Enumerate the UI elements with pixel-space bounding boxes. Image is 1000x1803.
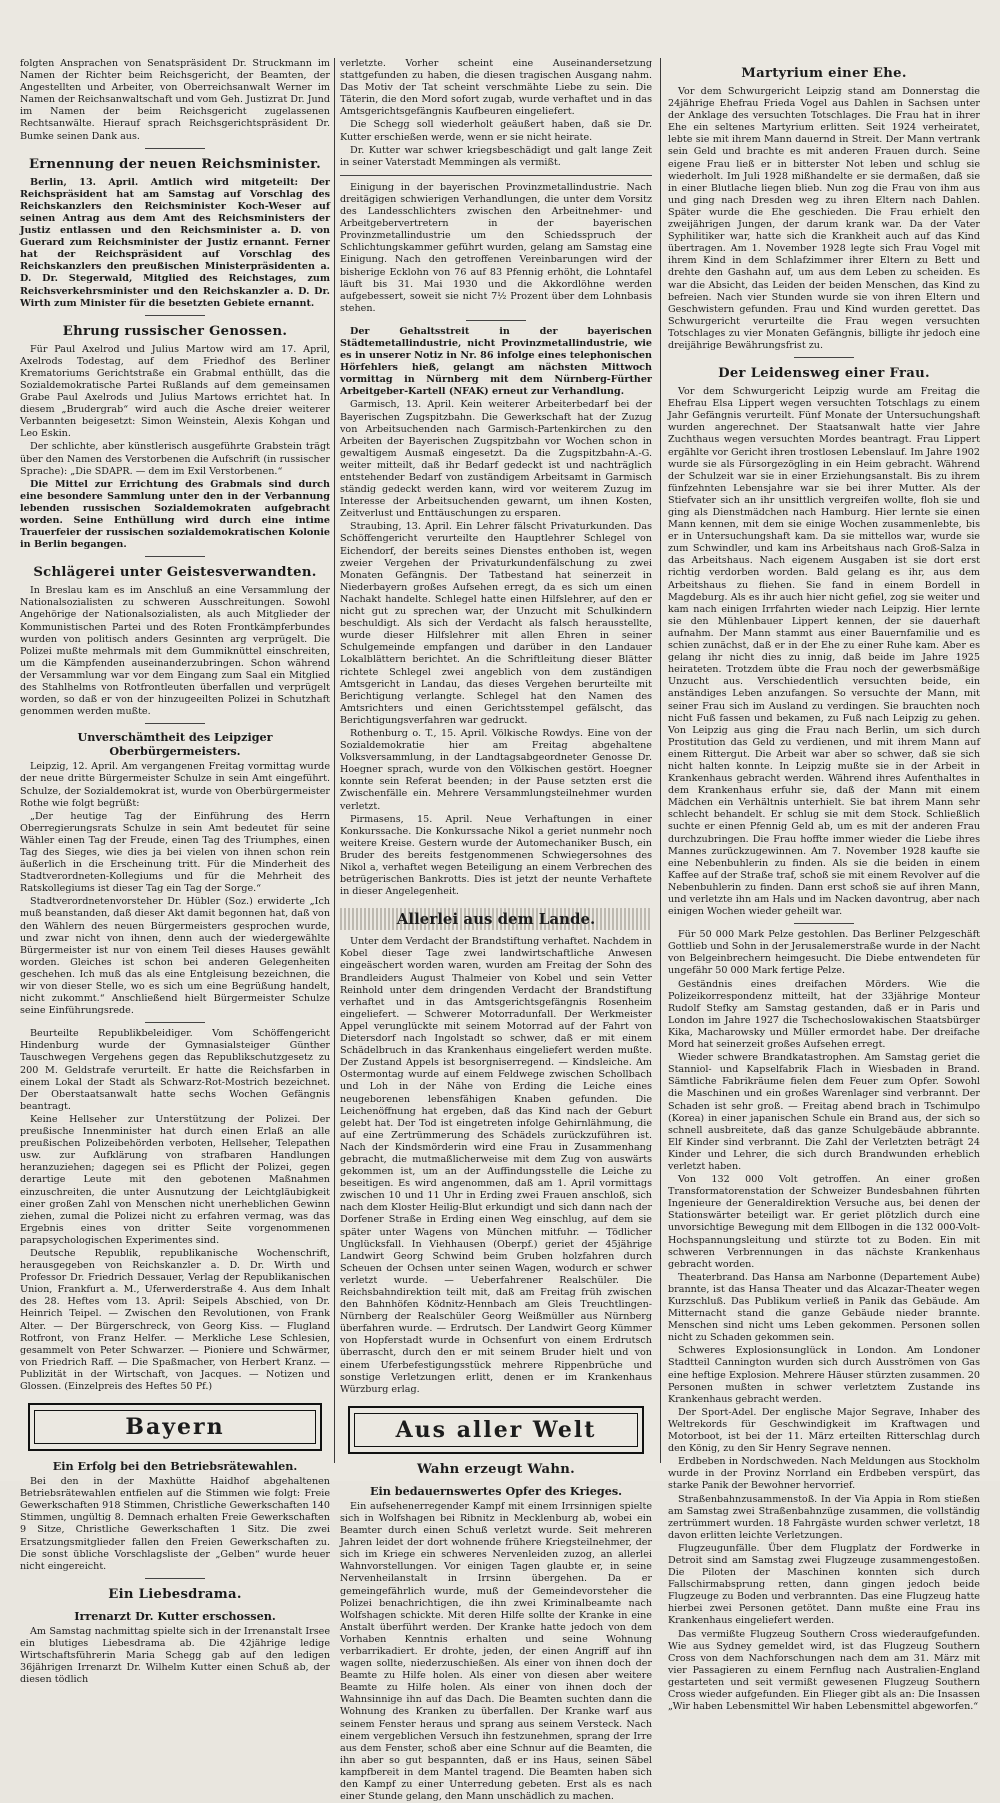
column-rule: [334, 58, 335, 1463]
news-item: Geständnis eines dreifachen Mörders. Wie die Polizeikorrespondenz mitteilt, hat der 33jährige Monteur Rudolf Stefky am Samstag gestanden, daß er in Paris und London im Jahre 1927 die Tschechoslowakischen Staatsbürger Kika, Macharowsky und Müller ermordet habe. Der dreifache Mord hat seinerzeit großes Aufsehen erregt.: [668, 978, 980, 1051]
headline: Ehrung russischer Genossen.: [62, 323, 288, 339]
article-fragment: verletzte. Vorher scheint eine Auseinandersetzung stattgefunden zu haben, die diesen tragischen Ausgang nahm. Das Motiv der Tat scheint verschmähte Liebe zu sein. Die Täterin, die den Mord sofort zugab, wurde verhaftet und in das Amtsgerichtsgefängnis Kaufbeuren eingeliefert.: [340, 58, 652, 118]
article-body: Stadtverordnetenvorsteher Dr. Hübler (Soz.) erwiderte „Ich muß beanstanden, daß dieser Akt damit begonnen hat, daß von den Wählern des neuen Bürgermeisters gesprochen wurde, und zwar nicht von ihnen, denn auch der wiedergewählte Bürgermeister ist nur von einem Teil dieses Hauses gewählt worden. Gleiches ist schon bei anderen Gelegenheiten geschehen. Ich muß das als eine Entgleisung bezeichnen, die wir von dieser Stelle, wo es sich um eine Begrüßung handelt, nicht zukommt.“ Anschließend hielt Bürgermeister Schulze seine Einführungsrede.: [20, 896, 330, 1017]
article-body: Bei den in der Maxhütte Haidhof abgehaltenen Betriebsrätewahlen entfielen auf die Stimmen wie folgt: Freie Gewerkschaften 918 Stimmen, Christliche Gewerkschaften 140 Stimmen, ungültig 8. Demnach erhalten Freie Gewerkschaften 9 Sitze, Christliche Gewerkschaften 1 Sitz. Die zwei Ersatzungsmitglieder fallen den Freien Gewerkschaften zu. Die sonst übliche Vorschlagsliste der „Gelben“ wurde heuer nicht eingereicht.: [20, 1476, 330, 1572]
news-item: Von 132 000 Volt getroffen. An einer großen Transformatorenstation der Schweizer Bundesbahnen führten Ingenieure der Generaldirektion Versuche aus, bei denen der Stationswärter beteiligt war. Er geriet plötzlich durch eine unvorsichtige Bewegung mit dem Ellbogen in die 132 000-Volt-Hochspannungsleitung und stürzte tot zu Boden. Ein mit schweren Verbrennungen in das nächste Krankenhaus gebracht worden.: [668, 1174, 980, 1270]
news-item: Der Sport-Adel. Der englische Major Segrave, Inhaber des Weltrekords für Geschwindigkeit im Kraftwagen und Motorboot, ist bei der 11. März erteilten Ritterschlag durch den König, zu den Sir Henry Segrave nennen.: [668, 1406, 980, 1455]
article-body: Keine Hellseher zur Unterstützung der Polizei. Der preußische Innenminister hat durch einen Erlaß an alle preußischen Polizeibehörden verboten, Hellseher, Telepathen usw. zur Aufklärung von strafbaren Handlungen heranzuziehen; dagegen sei es Pflicht der Polizei, gegen derartige Leute mit den gebotenen Maßnahmen einzuschreiten, die unter Ausnutzung der Leichtgläubigkeit einer großen Zahl von Menschen nicht unerheblichen Gewinn ziehen, zumal die Polizei nicht zu erfahren vermag, was das Ergebnis eines von dritter Seite vorgenommenen parapsychologischen Experimentes sind.: [20, 1113, 330, 1246]
news-item: Garmisch, 13. April. Kein weiterer Arbeiterbedarf bei der Bayerischen Zugspitzbahn. Die Gewerkschaft hat der Zuzug von Arbeitsuchenden nach Garmisch-Partenkirchen zu den Arbeiten der Bayerischen Zugspitzbahn vor Wochen schon in gewaltigem Ausmaß eingesetzt. Da die Zugspitzbahn-A.-G. weiter mitteilt, daß ihr Bedarf gedeckt ist und nachträglich entstehender Bedarf von zuständigem Arbeitsamt in Garmisch ständig gedeckt werden kann, wird vor weiterem Zuzug im Interesse der Arbeitsuchenden gewarnt, um ihnen Kosten, Zeitverlust und Enttäuschungen zu ersparen.: [340, 399, 652, 520]
news-item: Straßenbahnzusammenstoß. In der Via Appia in Rom stießen am Samstag zwei Straßenbahnzüge zusammen, die vollständig zertrümmert wurden. 18 Fahrgäste wurden schwer verletzt, 18 davon erlitten leichte Verletzungen.: [668, 1493, 980, 1541]
news-item: Der Gehaltsstreit in der bayerischen Städtemetallindustrie, nicht Provinzmetallindustrie, wie es in unserer Notiz in Nr. 86 infolge eines telephonischen Hörfehlers hieß, gelangt am nächsten Mittwoch vormittag in Nürnberg mit dem Nürnberg-Fürther Arbeitgeber-Kartell (NFAK) erneut zur Verhandlung.: [340, 325, 652, 398]
section-header-label: Bayern: [34, 1410, 316, 1444]
separator: [145, 315, 205, 316]
section-header-aus-aller-welt: [348, 1406, 644, 1454]
news-item: Einigung in der bayerischen Provinzmetallindustrie. Nach dreitägigen schwierigen Verhandlungen, die unter dem Vorsitz des Landesschlichters zwischen den Arbeitnehmer- und Arbeitgebervertretern in der bayerischen Provinzmetallindustrie um den Schiedsspruch der Schlichtungskammer geführt wurden, gelang am Samstag eine Einigung. Nach den getroffenen Vereinbarungen wird der bisherige Ecklohn von 76 auf 83 Pfennig erhöht, die Lohntafel läuft bis 31. Mai 1930 und die Akkordlöhne werden aufgebessert, soweit sie nicht 7½ Prozent über dem Lohnbasis stehen.: [340, 181, 652, 314]
section-header-label: Aus aller Welt: [354, 1413, 638, 1447]
headline: Der Leidensweg einer Frau.: [718, 366, 930, 382]
news-item: Schweres Explosionsunglück in London. Am Londoner Stadtteil Cannington wurden sich durch Ausströmen von Gas eine heftige Explosion. Mehrere Häuser stürzten zusammen. 20 Personen mußten in schwer verletztem Zustande ins Krankenhaus gebracht werden.: [668, 1345, 980, 1405]
article-body: Ein aufsehenerregender Kampf mit einem Irrsinnigen spielte sich in Wolfshagen bei Ribnitz in Mecklenburg ab, wobei ein Beamter durch einen Schuß verletzt wurde. Seit mehreren Jahren leidet der dort wohnende frühere Kriegsteilnehmer, der sich im Kriege ein schweres Nervenleiden zuzog, an allerlei Wahnvorstellungen. Vor einigen Tagen glaubte er, in seine Nervenheilanstalt in Irrsinn übergehen. Da er gemeingefährlich wurde, muß der Gemeindevorsteher die Polizei benachrichtigen, die ihn zwei Kriminalbeamte nach Wolfshagen schickte. Mit deren Hilfe sollte der Kranke in eine Anstalt überführt werden. Der Kranke hatte jedoch von dem Vorhaben Kenntnis erhalten und seine Wohnung verbarrikadiert. Er drohte, jeden, der einen Angriff auf ihn wagen sollte, niederzuschießen. Als einer von ihnen doch der Beamte zu Hilfe holen. Als einer von diesen aber weitere Beamte zu Hilfe holen. Als einer von ihnen doch der Wahnsinnige ihn auf das Dach. Die Beamten suchten dann die Wohnung des Kranken zu überfallen. Der Kranke warf aus seinem Fenster heraus und sprang aus seinem Versteck. Nach einem vergeblichen Versuch ihn festzunehmen, sprang der Irre aus dem Fenster, schoß aber eine Schnur auf die Beamten, die ihn aber so gut bespannten, daß er ins Haus, seinen Säbel kampfbereit in dem Mantel tragend. Die Beamten haben sich den Kampf zu einer Unterredung gebeten. Erst als es nach einer Stunde gelang, den Mann unschädlich zu machen.: [340, 1500, 652, 1803]
article-body: Für Paul Axelrod und Julius Martow wird am 17. April, Axelrods Todestag, auf dem Friedhof des Berliner Krematoriums Gerichtstraße ein Grabmal enthüllt, das die Sozialdemokratische Partei Rußlands auf dem gemeinsamen Grabe Paul Axelrods und Julius Martows errichtet hat. In diesem „Brudergrab“ wird auch die Asche dreier weiterer Verbannten beigesetzt: Simon Weinstein, Alexis Kohgan und Leo Eskin.: [20, 343, 330, 440]
column-middle: [340, 58, 652, 1803]
article-body: Berlin, 13. April. Amtlich wird mitgeteilt: Der Reichspräsident hat am Samstag auf Vorschlag des Reichskanzlers den Reichsminister Koch-Weser auf seinen Antrag aus dem Amt des Reichsministers der Justiz entlassen und den Reichsminister a. D. von Guerard zum Reichsminister der Justiz ernannt. Ferner hat der Reichspräsident auf Vorschlag des Reichskanzlers den preußischen Ministerpräsidenten a. D. Dr. Stegerwald, Mitglied des Reichstages, zum Reichsverkehrsminister und den Reichskanzler a. D. Dr. Wirth zum Minister für die besetzten Gebiete ernannt.: [20, 176, 330, 309]
news-item: Unter dem Verdacht der Brandstiftung verhaftet. Nachdem in Kobel dieser Tage zwei landwirtschaftliche Anwesen eingeäschert worden waren, wurden am Freitag der Sohn des Brandleiders August Thalmeier von Kobel und sein Vetter Reinhold unter dem dringenden Verdacht der Brandstiftung verhaftet und in das Amtsgerichtsgefängnis Rosenheim eingeliefert. — Schwerer Motorradunfall. Der Werkmeister Appel verunglückte mit seinem Motorrad auf der Fahrt von Dietersdorf nach Ingolstadt so schwer, daß er mit einem Schädelbruch in das Krankenhaus eingeliefert werden mußte. Der Zustand Appels ist besorgniserregend. — Kindsleiche. Am Ostermontag wurde auf einem Feldwege zwischen Schollbach und Loh in der Nähe von Erding die Leiche eines neugeborenen lebensfähigen Knaben gefunden. Die Leichenöffnung hat ergeben, daß das Kind nach der Geburt gelebt hat. Der Tod ist eingetreten infolge Gehirnlähmung, die auf eine Zertrümmerung des Schädels zurückzuführen ist. Nach der Kindsmörderin wird eine Frau in Zusammenhang gebracht, die mutmaßlicherweise mit dem Zug von auswärts gekommen ist, um an der Auffindungsstelle die Leiche zu beseitigen. Es wird angenommen, daß am 1. April vormittags zwischen 10 und 11 Uhr in Erding zwei Frauen anschloß, sich nach dem Kloster Heilig-Blut erkundigt und sich dann nach der Dorfener Straße in Erding einen Weg einschlug, auf dem sie später unter Wagens von München mitfuhr. — Tödlicher Unglücksfall. In Viehhausen (Oberpf.) geriet der 45jährige Landwirt Georg Schwind beim Gruben holzfahren durch Scheuen der Ochsen unter seinen Wagen, wodurch er schwer verletzt wurde. — Ueberfahrener Realschüler. Die Reichsbahndirektion teilt mit, daß am Freitag früh zwischen den Bahnhöfen Ködnitz-Hennbach am Gleis Treuchtlingen-Nürnberg der Realschüler Georg Weißmüller aus Nürnberg überfahren wurde. — Erdrutsch. Der Landwirt Georg Kümmer von Hopferstadt wurde in Ochsenfurt von einem Erdrutsch überrascht, durch den er mit seinem Bruder hielt und von einem Uferbefestigungsstück mehrere Rippenbrüche und sonstige Verletzungen erlitt, denen er im Krankenhaus Würzburg erlag.: [340, 936, 652, 1395]
article-body: Der schlichte, aber künstlerisch ausgeführte Grabstein trägt über den Namen des Verstorbenen die Aufschrift (in russischer Sprache): „Die SDAPR. — dem im Exil Verstorbenen.“: [20, 441, 330, 477]
news-item: Für 50 000 Mark Pelze gestohlen. Das Berliner Pelzgeschäft Gottlieb und Sohn in der Jerusalemerstraße wurde in der Nacht von Belgeinbrechern heimgesucht. Die Diebe entwendeten für ungefähr 50 000 Mark fertige Pelze.: [668, 929, 980, 977]
news-item: Wieder schwere Brandkatastrophen. Am Samstag geriet die Stanniol- und Kapselfabrik Flach in Wiesbaden in Brand. Sämtliche Fabrikräume fielen dem Feuer zum Opfer. Sowohl die Maschinen und ein großes Warenlager sind verbrannt. Der Schaden ist sehr groß. — Freitag abend brach in Tschimulpo (Korea) in einer japanischen Schule ein Brand aus, der sich so schnell ausbreitete, daß das ganze Schulgebäude abbrannte. Elf Kinder sind verbrannt. Die Zahl der Verletzten beträgt 24 Kinder und Lehrer, die sich durch Brandwunden erheblich verletzt haben.: [668, 1052, 980, 1172]
article-body: „Der heutige Tag der Einführung des Herrn Oberregierungsrats Schulze in sein Amt bedeutet für seine Wähler einen Tag der Freude, einen Tag des Triumphes, einen Tag des Sieges, wie dies ja bei vielen von ihnen schon rein äußerlich in die Erscheinung tritt. Für die Minderheit des Stadtverordneten-Kollegiums und für die Mehrheit des Ratskollegiums ist dieser Tag ein Tag der Sorge.“: [20, 810, 330, 895]
column-left: [20, 58, 330, 1686]
section-header-bayern: [28, 1403, 322, 1451]
separator: [145, 1022, 205, 1023]
separator: [145, 556, 205, 557]
news-item: Flugzeugunfälle. Über dem Flugplatz der Fordwerke in Detroit sind am Samstag zwei Flugzeuge zusammengestoßen. Die Piloten der Maschinen konnten sich durch Fallschirmabsprung retten, dann gingen jedoch beide Flugzeuge zu Boden und verbrannten. Das eine Flugzeug hatte hierbei zwei Personen getötet. Dann mußte eine Frau ins Krankenhaus eingeliefert werden.: [668, 1542, 980, 1627]
subheadline: Ein bedauernswertes Opfer des Krieges.: [369, 1483, 623, 1498]
news-item: Pirmasens, 15. April. Neue Verhaftungen in einer Konkurssache. Die Konkurssache Nikol a geriet nunmehr noch weitere Kreise. Gestern wurde der Automechaniker Busch, ein Bruder des bereits festgenommenen Schwiegersohnes des Nikol a, verhaftet wegen Beteiligung an einem Verbrechen des betrügerischen Bankrotts. Dies ist jetzt der neunte Verhaftete in dieser Angelegenheit.: [340, 813, 652, 898]
article-body: Die Schegg soll wiederholt geäußert haben, daß sie Dr. Kutter erschießen werde, wenn er sie nicht heirate.: [340, 119, 652, 143]
separator: [466, 320, 526, 321]
column-rule: [660, 58, 661, 1463]
column-right: [668, 58, 980, 1713]
separator: [794, 357, 854, 358]
separator: [145, 723, 205, 724]
headline: Unverschämtheit des Leipziger Oberbürgermeisters.: [77, 730, 273, 759]
subheadline: Irrenarzt Dr. Kutter erschossen.: [74, 1608, 276, 1623]
article-body: Deutsche Republik, republikanische Wochenschrift, herausgegeben von Reichskanzler a. D. Dr. Wirth und Professor Dr. Friedrich Dessauer, Verlag der Republikanischen Union, Frankfurt a. M., Uferwerderstraße 4. Aus dem Inhalt des 28. Heftes vom 13. April: Seipels Abschied, von Dr. Heinrich Teipel. — Zwischen den Revolutionen, von Frank Alter. — Der Bürgerschreck, von Georg Kiss. — Flugland Rotfront, von Franz Helfer. — Merkliche Lese Schlesien, gesammelt von Peter Schwarzer. — Pioniere und Schwärmer, von Friedrich Raff. — Die Spaßmacher, von Herbert Kranz. — Publizität in der Wirtschaft, von Jacques. — Notizen und Glossen. (Einzelpreis des Heftes 50 Pf.): [20, 1247, 330, 1392]
headline: Martyrium einer Ehe.: [741, 66, 907, 81]
news-item: Das vermißte Flugzeug Southern Cross wiederaufgefunden. Wie aus Sydney gemeldet wird, ist das Flugzeug Southern Cross von dem Nachforschungen nach dem am 31. März mit vier Passagieren zu einem Fernflug nach Australien-England gestarteten und seit vermißt gewesenen Flugzeug Southern Cross wieder aufgefunden. Ein Flieger gibt als an: Die Insassen „Wir haben Lebensmittel Wir haben Lebensmittel abgeworfen.“: [668, 1628, 980, 1713]
headline: Schlägerei unter Geistesverwandten.: [33, 565, 317, 581]
article-body: Am Samstag nachmittag spielte sich in der Irrenanstalt Irsee ein blutiges Liebesdrama ab. Die 42jährige ledige Wirtschaftsführerin Maria Schegg gab auf den ledigen 36jährigen Irrenarzt Dr. Wilhelm Kutter einen Schuß ab, der diesen tödlich: [20, 1625, 330, 1686]
article-body: Leipzig, 12. April. Am vergangenen Freitag vormittag wurde der neue dritte Bürgermeister Schulze in sein Amt eingeführt. Schulze, der Sozialdemokrat ist, wurde von Oberbürgermeister Rothe wie folgt begrüßt:: [20, 761, 330, 809]
headline: Wahn erzeugt Wahn.: [416, 1461, 576, 1477]
news-item: Rothenburg o. T., 15. April. Völkische Rowdys. Eine von der Sozialdemokratie hier am Freitag abgehaltene Volksversammlung, in der Landtagsabgeordneter Genosse Dr. Hoegner sprach, wurde von den Völkischen gestört. Hoegner konnte sein Referat beenden; in der Pause setzten erst die Zwischenfälle ein. Mehrere Versammlungsteilnehmer wurden verletzt.: [340, 727, 652, 812]
news-item: Theaterbrand. Das Hansa am Narbonne (Departement Aube) brannte, ist das Hansa Theater und das Alcazar-Theater wegen Kurzschluß. Das Publikum verließ in Panik das Gebäude. Am Mitternacht stand die ganze Gebäude nieder brannte. Menschen sind nicht ums Leben gekommen. Personen sollen nicht zu Schaden gekommen sein.: [668, 1271, 980, 1344]
article-body: Beurteilte Republikbeleidiger. Vom Schöffengericht Hindenburg wurde der Gymnasialsteiger Günther Tauschwegen Vergehens gegen das Republikschutzgesetz zu 200 M. Geldstrafe verurteilt. Er hatte die Reichsfarben in einem Lokal der Stadt als Schwarz-Rot-Mostrich bezeichnet. Der Oberstaatsanwalt hatte sechs Wochen Gefängnis beantragt.: [20, 1028, 330, 1112]
separator: [145, 1578, 205, 1579]
news-item: Straubing, 13. April. Ein Lehrer fälscht Privaturkunden. Das Schöffengericht verurteilte den Hauptlehrer Schlegel von Eichendorf, der bereits seines Dienstes enthoben ist, wegen zweier Vergehen der Privaturkundenfälschung zu zwei Monaten Gefängnis. Der Tatbestand hat seinerzeit in Niederbayern großes Aufsehen erregt, da es sich um einen Nachakt handelte. Schlegel hatte einen Hilfslehrer, auf den er nicht gut zu sprechen war, der Unzucht mit Schulkindern beschuldigt. Als sich der Verdacht als falsch herausstellte, wurde dieser Hilfslehrer mit allen Ehren in seiner Schulgemeinde empfangen und darüber in den Landauer Lokalblättern berichtet. An die Schriftleitung dieser Blätter richtete Schlegel zwei angeblich von dem zuständigen Amtsgericht in Landau, das dieses Vergehen berurteilte mit Berichtigung verlangte. Schlegel hat den Namen des Amtsrichters und einen Gerichtsstempel gefälscht, das Berichtigungsverfahren war gedruckt.: [340, 521, 652, 726]
article-body: Dr. Kutter war schwer kriegsbeschädigt und galt lange Zeit in seiner Vaterstadt Memmingen als vermißt.: [340, 144, 652, 168]
separator: [340, 175, 652, 176]
article-fragment: folgten Ansprachen von Senatspräsident Dr. Struckmann im Namen der Richter beim Reichsgericht, der Beamten, der Angestellten und Arbeiter, von Oberreichsanwalt Werner im Namen der Reichsanwaltschaft und vom Geh. Justizrat Dr. Jund im Namen der beim Reichsgericht zugelassenen Rechtsanwälte. Hierauf sprach Reichsgerichtspräsident Dr. Bumke seinen Dank aus.: [20, 58, 330, 142]
news-item: Erdbeben in Nordschweden. Nach Meldungen aus Stockholm wurde in der Provinz Norrland ein Erdbeben verspürt, das starke Panik der Bewohner hervorrief.: [668, 1456, 980, 1492]
headline: Ernennung der neuen Reichsminister.: [28, 156, 322, 172]
section-header-allerlei: Allerlei aus dem Lande.: [340, 908, 652, 930]
separator: [145, 148, 205, 149]
article-body: Die Mittel zur Errichtung des Grabmals sind durch eine besondere Sammlung unter den in der Verbannung lebenden russischen Sozialdemokraten aufgebracht worden. Seine Enthüllung wird durch eine intime Trauerfeier der russischen sozialdemokratischen Kolonie in Berlin begangen.: [20, 478, 330, 551]
article-body: In Breslau kam es im Anschluß an eine Versammlung der Nationalsozialisten zu schweren Ausschreitungen. Sowohl Angehörige der Nationalsozialisten, als auch Mitglieder der Kommunistischen Partei und des Roten Frontkämpferbundes wurden von politisch anders Gesinnten arg verprügelt. Die Polizei mußte mehrmals mit dem Gummiknüttel einschreiten, um die Kämpfenden auseinanderzubringen. Schon während der Versammlung war vor dem Eingang zum Saal ein Mitglied des Stahlhelms von Rotfrontleuten überfallen und verprügelt worden, so daß er von der hinzugeeilten Polizei in Schutzhaft genommen werden mußte.: [20, 585, 330, 718]
headline: Ein Erfolg bei den Betriebsrätewahlen.: [52, 1459, 298, 1474]
separator: [794, 923, 854, 924]
article-body: Vor dem Schwurgericht Leipzig wurde am Freitag die Ehefrau Elsa Lippert wegen versuchten Totschlags zu einem Jahr Gefängnis verurteilt. Fünf Monate der Untersuchungshaft wurden angerechnet. Der Staatsanwalt hatte vier Jahre Zuchthaus wegen versuchten Mordes beantragt. Frau Lippert ergählte vor Gericht ihren trostlosen Lebenslauf. Im Jahre 1902 wurde sie als Fürsorgezögling in ein Heim gebracht. Während der Schulzeit war sie in einer Erziehungsanstalt. Bis zu ihrem fünfzehnten Lebensjahre war sie bei ihrer Mutter. Als der Stiefvater sich an ihr unsittlich vergreifen wollte, floh sie und ging als Dienstmädchen nach Hamburg. Hier lernte sie einen Mann kennen, mit dem sie einige Wochen zusammenlebte, bis er in Untersuchungshaft kam. Da sie mittellos war, wurde sie zum Schwindler, und kam ins Arbeitshaus nach Groß-Salza in das Arbeitshaus. Nach eigenem Ausgaben ist sie dort erst richtig verdorben worden. Bald gelang es ihr, aus dem Arbeitshaus zu fliehen. Sie fand in einem Bordell in Magdeburg. Als es ihr auch hier nicht gefiel, zog sie weiter und kam nach einigen Irrfahrten wieder nach Leipzig. Hier lernte sie den Mühlenbauer Lippert kennen, der sie dauerhaft aufnahm. Der Mann stammt aus einer Bauernfamilie und es schien zunächst, daß er in der Ehe zu einer Ruhe kam. Aber es gelang ihr nicht dies zu innig, daß beide im Jahre 1925 heirateten. Trotzdem übte die Frau noch der gewerbsmäßige Unzucht aus. Verschiedentlich versuchten beide, ein anständiges Leben anzufangen. So versuchte der Mann, mit seiner Frau sich im Ausland zu verdingen. Sie brauchten noch nicht Fuß fassen und bekamen, zu Fuß nach Leipzig zu gehen. Von Leipzig aus ging die Frau nach Berlin, um sich durch Prostitution das Geld zu verdienen, und mit ihrem Mann auf einem Rittergut. Die Arbeit war aber so schwer, daß sie sich nicht halten konnte. In Leipzig mußte sie in der Arbeit in Krankenhaus gebracht werden. Während ihres Aufenthaltes in dem Krankenhaus erfuhr sie, daß der Mann mit einem Mädchen ein Verhältnis unterhielt. Sie bat ihrem Mann sehr schlecht behandelt. Er schlug sie mit dem Stock. Schließlich suchte er einen Pfennig Geld ab, um es mit der anderen Frau durchzubringen. Die Frau hoffte immer wieder die Liebe ihres Mannes zurückzugewinnen. Am 7. November 1928 kaufte sie eine Nebenbuhlerin zu finden. Als sie die beiden in einem Kaffee auf der Straße traf, schoß sie mit einem Revolver auf die Nebenbuhlerin zu finden. Dann erst schoß sie auf ihren Mann, und verletzte ihn am Hals und im Nacken davontrug, aber nach einigen Wochen wieder geheilt war.: [668, 386, 980, 918]
headline: Ein Liebesdrama.: [108, 1586, 242, 1602]
article-body: Vor dem Schwurgericht Leipzig stand am Donnerstag die 24jährige Ehefrau Frieda Vogel aus Dahlen in Sachsen unter der Anklage des versuchten Totschlages. Die Frau hat in ihrer Ehe ein seltenes Martyrium erlitten. Seit 1924 verheiratet, lebte sie mit ihrem Mann dauernd in Streit. Der Mann vertrank sein Geld und brachte es mit anderen Frauen durch. Seine eigene Frau ließ er in bitterster Not leben und schlug sie wiederholt. Im Juli 1928 mißhandelte er sie dermaßen, daß sie in einer Blutlache liegen blieb. Nun zog die Frau von ihm aus und ging nach Dresden weg zu ihren Eltern nach Dahlen. Später wurde die Ehe geschieden. Die Frau erhielt den zweijährigen Jungen, der darum krank war. Da der Vater Syphilitiker war, hatte sich die Krankheit auch auf das Kind übertragen. Am 1. November 1928 legte sich Frau Vogel mit ihrem Kind in dem Schlafzimmer ihrer Eltern zu Bett und drehte den Gashahn auf, um aus dem Leben zu scheiden. Es war die Absicht, das Leiden der beiden Menschen, das Kind zu befreien. Nach vier Stunden wurde sie von ihren Eltern und Geschwistern gefunden. Frau und Kind wurden gerettet. Das Schwurgericht verurteilte die Frau wegen versuchten Totschlages zu vier Monaten Gefängnis, billigte ihr jedoch eine dreijährige Bewährungsfrist zu.: [668, 86, 980, 351]
